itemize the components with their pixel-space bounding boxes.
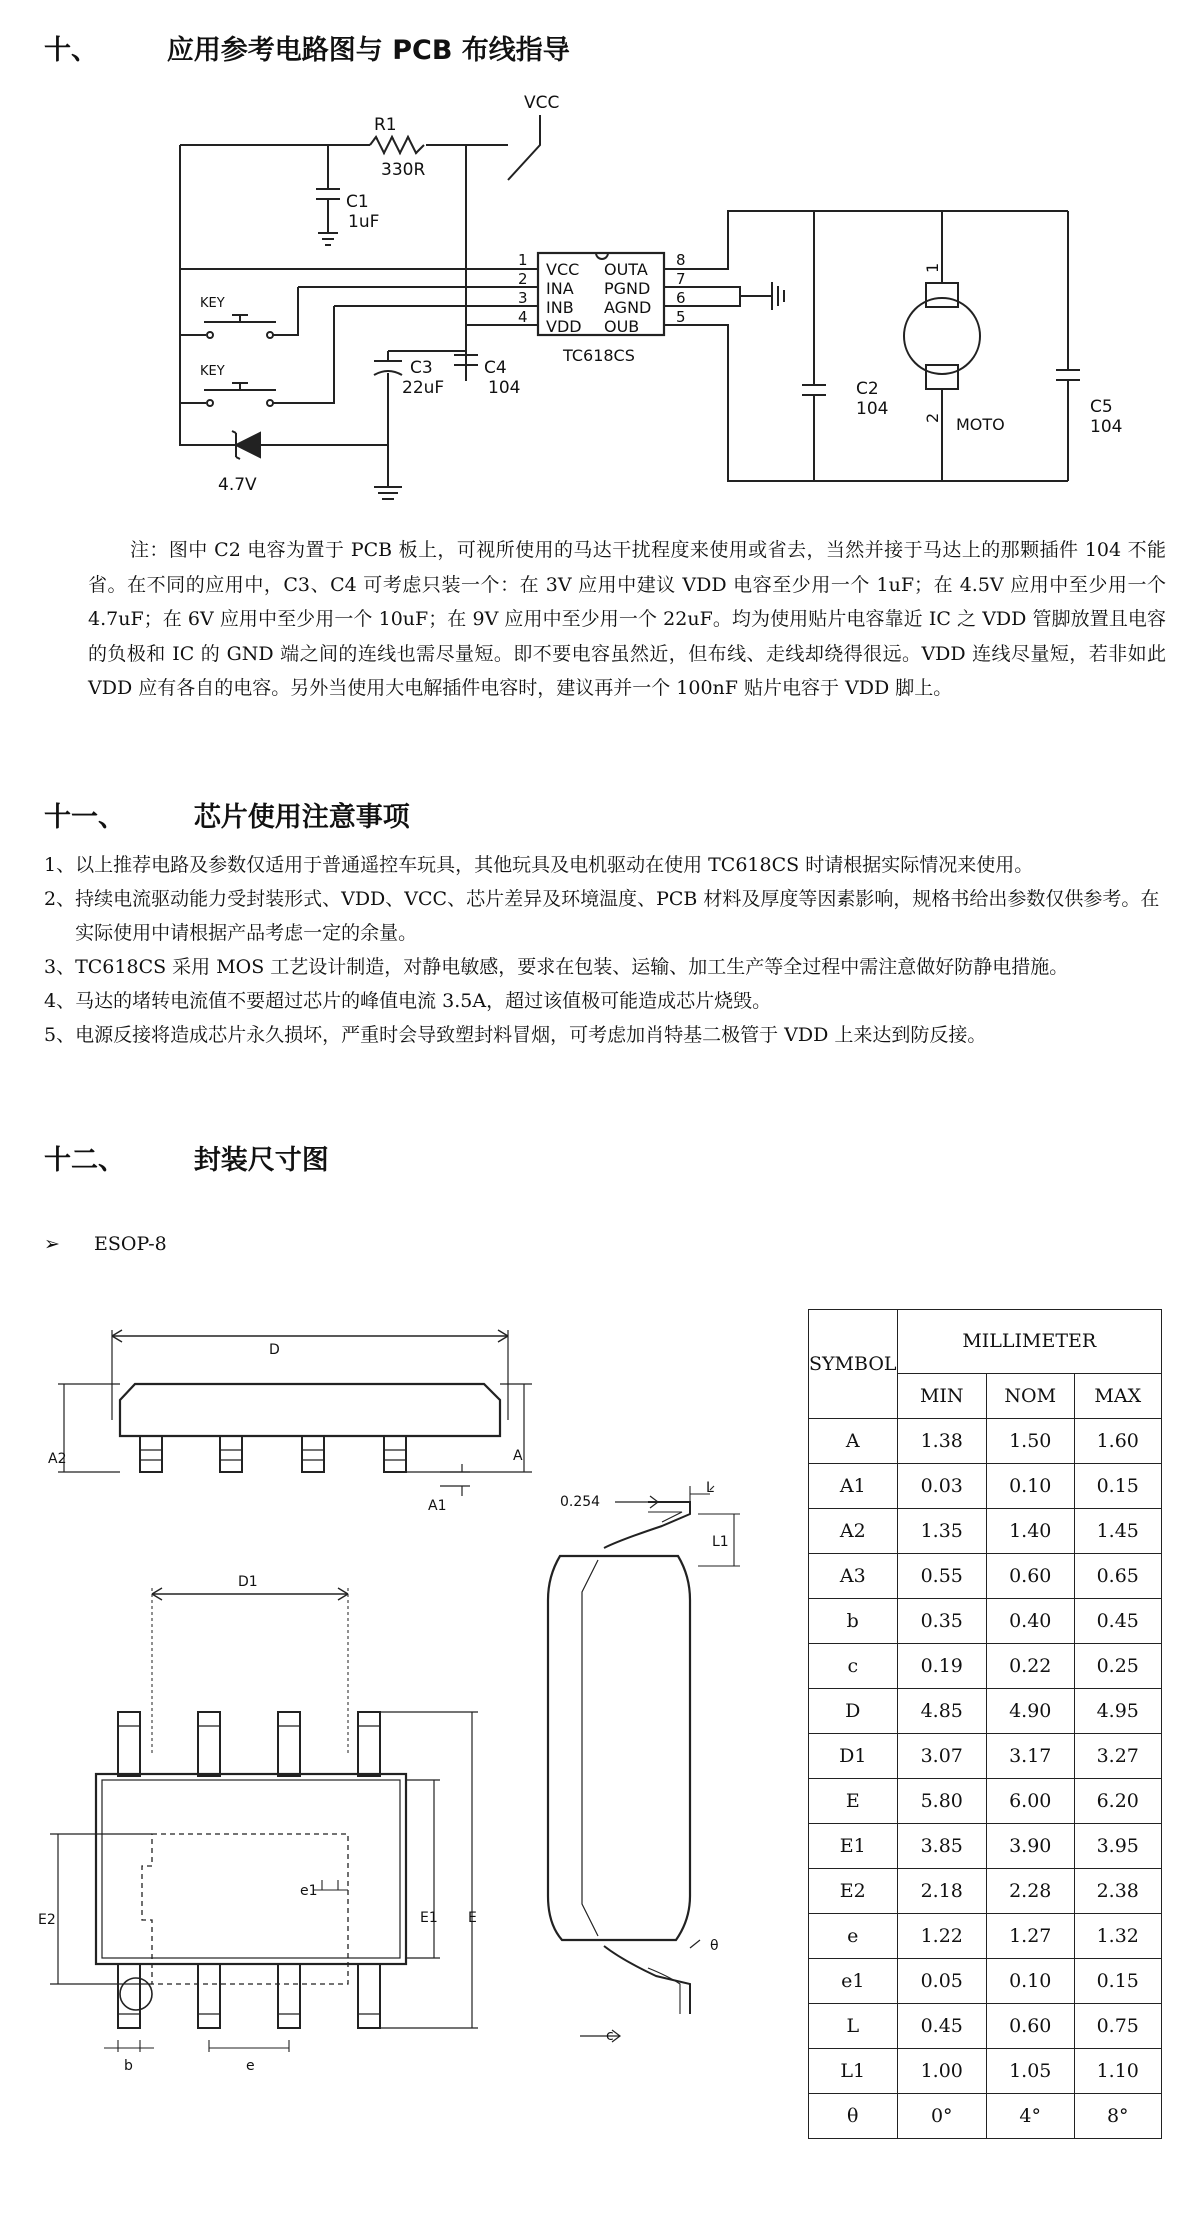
- note-text: 注：图中 C2 电容为置于 PCB 板上，可视所使用的马达干扰程度来使用或省去，当然并接于马达上的那颗插件 104 不能省。在不同的应用中，C3、C4 可考虑只装一个：在 3V 应用中建议 VDD 电容至少用一个 1uF；在 4.5V 应用中至少用一个 4.7uF；在 6V 应用中至少用一个 10uF；在 9V 应用中至少用一个 22uF。均为使用贴片电容靠近 IC 之 VDD 管脚放置且电容的负极和 IC 的 GND 端之间的连线也需尽量短。即不要电容虽然近，但布线、走线却绕得很远。VDD 连线尽量短，若非如此 VDD 应有各自的电容。另外当使用大电解插件电容时，建议再并一个 100nF 贴片电容于 VDD 脚上。: [88, 539, 1166, 699]
- table-cell-max: 6.20: [1074, 1779, 1162, 1824]
- table-cell-nom: 0.40: [986, 1599, 1074, 1644]
- table-cell-max: 2.38: [1074, 1869, 1162, 1914]
- notice-text: 以上推荐电路及参数仅适用于普通遥控车玩具，其他玩具及电机驱动在使用 TC618CS 时请根据实际情况来使用。: [75, 854, 1034, 876]
- table-cell-sym: E2: [809, 1869, 898, 1914]
- table-cell-max: 1.45: [1074, 1509, 1162, 1554]
- pin-num-3: 3: [518, 289, 528, 307]
- chip-pin5-name: OUB: [604, 317, 640, 336]
- table-cell-sym: A3: [809, 1554, 898, 1599]
- dim-e-label: e: [246, 2058, 255, 2074]
- symbol-header: SYMBOL: [809, 1310, 898, 1419]
- dim-L1-label: L1: [712, 1534, 729, 1550]
- max-header: MAX: [1074, 1373, 1162, 1418]
- table-cell-nom: 0.10: [986, 1959, 1074, 2004]
- table-cell-min: 0.05: [897, 1959, 986, 2004]
- table-cell-min: 1.38: [897, 1419, 986, 1464]
- table-cell-max: 0.75: [1074, 2004, 1162, 2049]
- table-cell-sym: L1: [809, 2049, 898, 2094]
- millimeter-header: MILLIMETER: [897, 1310, 1161, 1374]
- chip-pin8-name: OUTA: [604, 260, 648, 279]
- chip-pin7-name: PGND: [604, 279, 651, 298]
- table-cell-sym: A1: [809, 1464, 898, 1509]
- section-number: 十二、: [44, 1145, 125, 1176]
- dim-D-label: D: [269, 1342, 280, 1358]
- dim-b-label: b: [124, 2058, 133, 2074]
- table-cell-sym: e: [809, 1914, 898, 1959]
- notice-text: TC618CS 采用 MOS 工艺设计制造，对静电敏感，要求在包装、运输、加工生产等全过程中需注意做好防静电措施。: [75, 956, 1069, 978]
- table-cell-max: 0.45: [1074, 1599, 1162, 1644]
- table-cell-sym: D1: [809, 1734, 898, 1779]
- c3-value: 22uF: [402, 378, 445, 398]
- table-cell-min: 3.07: [897, 1734, 986, 1779]
- table-cell-nom: 3.17: [986, 1734, 1074, 1779]
- section-title: 应用参考电路图与 PCB 布线指导: [166, 35, 570, 66]
- table-cell-max: 8°: [1074, 2094, 1162, 2139]
- c5-value: 104: [1090, 417, 1123, 437]
- pin-num-8: 8: [676, 251, 686, 269]
- motor-pin-bottom: 2: [923, 412, 942, 423]
- table-row: [809, 1554, 1162, 1599]
- table-cell-max: 1.32: [1074, 1914, 1162, 1959]
- notice-number: 4、: [44, 990, 76, 1012]
- table-cell-min: 5.80: [897, 1779, 986, 1824]
- table-cell-nom: 1.27: [986, 1914, 1074, 1959]
- notice-text: 电源反接将造成芯片永久损坏，严重时会导致塑封料冒烟，可考虑加肖特基二极管于 VDD 上来达到防反接。: [75, 1024, 987, 1046]
- package-outline-drawing: [0, 1300, 790, 2100]
- dim-E-label: E: [468, 1910, 477, 1926]
- table-cell-min: 2.18: [897, 1869, 986, 1914]
- table-row: [809, 2094, 1162, 2139]
- table-row: [809, 1509, 1162, 1554]
- notice-text: 持续电流驱动能力受封装形式、VDD、VCC、芯片差异及环境温度、PCB 材料及厚度等因素影响，规格书给出参数仅供参考。在实际使用中请根据产品考虑一定的余量。: [75, 888, 1160, 944]
- table-cell-sym: A: [809, 1419, 898, 1464]
- pin-num-2: 2: [518, 270, 528, 288]
- table-cell-sym: D: [809, 1689, 898, 1734]
- notice-item: [44, 882, 1166, 950]
- table-cell-max: 0.65: [1074, 1554, 1162, 1599]
- gauge-label: 0.254: [560, 1494, 601, 1510]
- chip-pin3-name: INB: [546, 298, 574, 317]
- table-row: [809, 1644, 1162, 1689]
- notice-number: 1、: [44, 854, 76, 876]
- table-row: [809, 1779, 1162, 1824]
- table-cell-sym: c: [809, 1644, 898, 1689]
- table-row: [809, 1959, 1162, 2004]
- zener-value: 4.7V: [218, 475, 257, 495]
- motor-pin-top: 1: [923, 262, 942, 273]
- dimension-table: [808, 1309, 1162, 2139]
- notice-item: [44, 950, 1166, 984]
- table-cell-min: 4.85: [897, 1689, 986, 1734]
- notice-number: 3、: [44, 956, 76, 978]
- dim-D1-label: D1: [238, 1574, 258, 1590]
- c1-value: 1uF: [348, 212, 380, 232]
- section-12-heading: [44, 1138, 329, 1177]
- table-cell-min: 0.45: [897, 2004, 986, 2049]
- dim-A1-label: A1: [428, 1498, 447, 1514]
- table-cell-sym: L: [809, 2004, 898, 2049]
- table-cell-min: 1.00: [897, 2049, 986, 2094]
- table-cell-max: 0.15: [1074, 1464, 1162, 1509]
- section-11-heading: [44, 795, 410, 834]
- pin-num-4: 4: [518, 308, 528, 326]
- key1-label: KEY: [200, 296, 225, 311]
- section-number: 十、: [44, 35, 98, 66]
- chip-pin4-name: VDD: [546, 317, 582, 336]
- table-cell-sym: E1: [809, 1824, 898, 1869]
- table-cell-max: 0.25: [1074, 1644, 1162, 1689]
- table-cell-max: 0.15: [1074, 1959, 1162, 2004]
- table-cell-nom: 4.90: [986, 1689, 1074, 1734]
- table-cell-sym: e1: [809, 1959, 898, 2004]
- vcc-label: VCC: [524, 93, 560, 113]
- table-cell-max: 3.27: [1074, 1734, 1162, 1779]
- section-title: 芯片使用注意事项: [193, 802, 410, 833]
- chip-pin6-name: AGND: [604, 298, 652, 317]
- package-subheading: [44, 1233, 167, 1255]
- notice-item: [44, 848, 1166, 882]
- section-title: 封装尺寸图: [193, 1145, 329, 1176]
- dim-theta-label: θ: [710, 1938, 719, 1954]
- table-cell-sym: θ: [809, 2094, 898, 2139]
- table-cell-min: 1.22: [897, 1914, 986, 1959]
- table-cell-nom: 4°: [986, 2094, 1074, 2139]
- table-cell-nom: 6.00: [986, 1779, 1074, 1824]
- c4-label: C4: [484, 358, 507, 378]
- c2-value: 104: [856, 399, 889, 419]
- table-cell-min: 0.19: [897, 1644, 986, 1689]
- notice-text: 马达的堵转电流值不要超过芯片的峰值电流 3.5A，超过该值极可能造成芯片烧毁。: [75, 990, 772, 1012]
- table-cell-nom: 0.60: [986, 1554, 1074, 1599]
- table-cell-min: 0.35: [897, 1599, 986, 1644]
- dim-c-label: c: [606, 2028, 614, 2044]
- motor-label: MOTO: [956, 415, 1005, 434]
- dim-E2-label: E2: [38, 1912, 56, 1928]
- chip-pin2-name: INA: [546, 279, 574, 298]
- nom-header: NOM: [986, 1373, 1074, 1418]
- table-cell-sym: A2: [809, 1509, 898, 1554]
- chip-name: TC618CS: [563, 346, 635, 365]
- table-cell-sym: b: [809, 1599, 898, 1644]
- dim-e1-label: e1: [300, 1883, 318, 1899]
- table-row: [809, 1464, 1162, 1509]
- table-cell-max: 1.10: [1074, 2049, 1162, 2094]
- key2-label: KEY: [200, 364, 225, 379]
- notice-number: 5、: [44, 1024, 76, 1046]
- table-row: [809, 1689, 1162, 1734]
- circuit-note: [88, 533, 1166, 706]
- table-cell-nom: 0.22: [986, 1644, 1074, 1689]
- pin-num-5: 5: [676, 308, 686, 326]
- table-row: [809, 2004, 1162, 2049]
- dim-A2-label: A2: [48, 1451, 67, 1467]
- table-row: [809, 1734, 1162, 1779]
- table-row: [809, 2049, 1162, 2094]
- table-cell-nom: 0.60: [986, 2004, 1074, 2049]
- c4-value: 104: [488, 378, 521, 398]
- table-row: [809, 1914, 1162, 1959]
- pin-num-1: 1: [518, 251, 528, 269]
- table-cell-nom: 2.28: [986, 1869, 1074, 1914]
- c1-label: C1: [346, 192, 369, 212]
- pin-num-7: 7: [676, 270, 686, 288]
- table-cell-max: 4.95: [1074, 1689, 1162, 1734]
- table-cell-min: 3.85: [897, 1824, 986, 1869]
- table-cell-min: 0.55: [897, 1554, 986, 1599]
- table-cell-max: 1.60: [1074, 1419, 1162, 1464]
- c2-label: C2: [856, 379, 879, 399]
- notice-list: [44, 848, 1166, 1052]
- table-row: [809, 1599, 1162, 1644]
- table-cell-sym: E: [809, 1779, 898, 1824]
- table-cell-min: 0°: [897, 2094, 986, 2139]
- table-cell-max: 3.95: [1074, 1824, 1162, 1869]
- table-cell-min: 0.03: [897, 1464, 986, 1509]
- r1-label: R1: [374, 115, 397, 135]
- dim-L-label: L: [706, 1480, 714, 1496]
- section-number: 十一、: [44, 802, 125, 833]
- dim-A-label: A: [513, 1448, 523, 1464]
- application-circuit-diagram: [0, 85, 1200, 515]
- notice-number: 2、: [44, 888, 76, 910]
- dim-E1-label: E1: [420, 1910, 438, 1926]
- table-row: [809, 1869, 1162, 1914]
- table-cell-nom: 1.50: [986, 1419, 1074, 1464]
- bullet-arrow-icon: ➢: [44, 1233, 60, 1255]
- min-header: MIN: [897, 1373, 986, 1418]
- notice-item: [44, 984, 1166, 1018]
- c3-label: C3: [410, 358, 433, 378]
- section-10-heading: [44, 28, 570, 67]
- notice-item: [44, 1018, 1166, 1052]
- table-cell-nom: 1.05: [986, 2049, 1074, 2094]
- table-cell-nom: 3.90: [986, 1824, 1074, 1869]
- table-cell-nom: 1.40: [986, 1509, 1074, 1554]
- r1-value: 330R: [381, 160, 426, 180]
- chip-pin1-name: VCC: [546, 260, 580, 279]
- table-row: [809, 1824, 1162, 1869]
- pin-num-6: 6: [676, 289, 686, 307]
- table-cell-min: 1.35: [897, 1509, 986, 1554]
- c5-label: C5: [1090, 397, 1113, 417]
- table-cell-nom: 0.10: [986, 1464, 1074, 1509]
- table-row: [809, 1419, 1162, 1464]
- package-name: ESOP-8: [94, 1233, 167, 1255]
